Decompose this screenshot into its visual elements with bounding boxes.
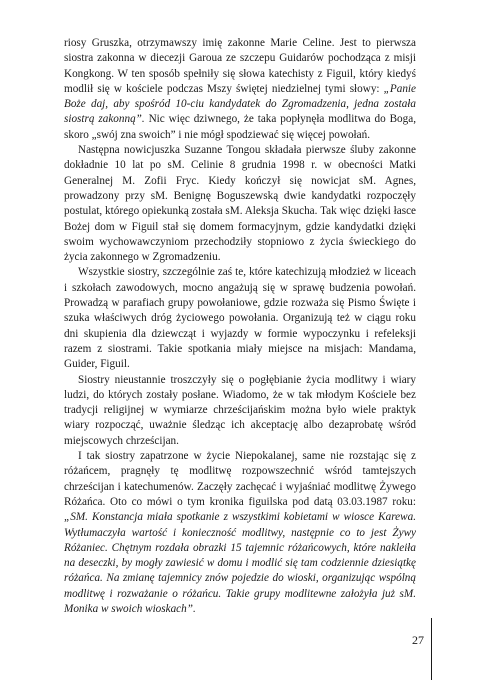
text-run: Następna nowicjuszka Suzanne Tongou składała pierwsze śluby zakonne dokładnie 10 lat po sM. Celinie 8 grudnia 1998 r. w obecności Matki Generalnej M. Zofii Fryc. Kiedy kończył się nowicjat sM. Agnes, prowadzony przy sM. Benignę Boguszewską dwie kandydatki rozpoczęły postulat, którego opiekunką została sM. Aleksja Skucha. Tak więc dzięki łasce Bożej dom w Figuil stał się domem formacyjnym, gdzie kandydatki dzięki swoim wychowawczyniom przechodziły stopniowo z życia świeckiego do życia zakonnego w Zgromadzeniu. <box>64 144 416 264</box>
text-run: Nic więc dziwnego, że taka popłynęła modlitwa do Boga, skoro „swój zna swoich” i nie mógł spodziewać się więcej powołań. <box>64 113 416 141</box>
text-run: Siostry nieustannie troszczyły się o pogłębianie życia modlitwy i wiary ludzi, do których zostały posłane. Wiadomo, że w tak młodym Kościele bez tradycji religijnej w wymiarze chrześcijańskim można było wiele praktyk wiary rozpocząć, uważnie śledząc ich akceptację albo dezaprobatę wśród miejscowych chrześcijan. <box>64 373 416 447</box>
text-run: I tak siostry zapatrzone w życie Niepokalanej, same nie rozstając się z różańcem, pragnęły tę modlitwę rozpowszechnić wśród tamtejszych chrześcijan i katechumenów. Zaczęły zachęcać i wyjaśniać modlitwę Żywego Różańca. Oto co mówi o tym kronika figuilska pod datą 03.03.1987 roku: <box>64 450 416 508</box>
paragraph <box>64 449 416 617</box>
text-run: Wszystkie siostry, szczególnie zaś te, które katechizują młodzież w liceach i szkołach zawodowych, mocno angażują się w sprawę budzenia powołań. Prowadzą w parafiach grupy powołaniowe, gdzie rozważa się Pismo Święte i szuka właściwych dróg życiowego powołania. Organizują też w ciągu roku dni skupienia dla dziewcząt i wyjazdy w formie wypoczynku i refeleksji razem z siostrami. Takie spotkania miały miejsce na misjach: Mandama, Guider, Figuil. <box>64 266 416 371</box>
paragraph <box>64 373 416 449</box>
body-text <box>64 36 416 617</box>
paragraph <box>64 36 416 143</box>
quote-run: „Panie Boże daj, aby spośród 10-ciu kandydatek do Zgromadzenia, jedna została siostrą zakonną”. <box>64 82 416 126</box>
paragraph <box>64 265 416 372</box>
quote-run: „SM. Konstancja miała spotkanie z wszystkimi kobietami w wiosce Karewa. Wytłumaczyła wartość i konieczność modlitwy, następnie co to jest Żywy Różaniec. Chętnym rozdała obrazki 15 tajemnic różańcowych, które nakleiła na deseczki, by mogły zawiesić w domu i modlić się tam codziennie dziesiątkę różańca. Na zmianę tajemnicy znów pojedzie do wioski, organizując wspólną modlitwę i rozważanie o różańcu. Takie grupy modlitewne założyła już sM. Monika w swoich wioskach”. <box>64 511 416 615</box>
paragraph <box>64 143 416 265</box>
text-run: riosy Gruszka, otrzymawszy imię zakonne Marie Celine. Jest to pierwsza siostra zakonna w diecezji Garoua ze szczepu Guidarów pochodząca z misji Kongkong. W ten sposób spełniły się słowa katechisty z Figuil, który kiedyś modlił się w kościele podczas Mszy świętej niedzielnej tymi słowy: <box>64 37 416 95</box>
page-number: 27 <box>412 633 424 647</box>
margin-rule <box>431 618 432 680</box>
